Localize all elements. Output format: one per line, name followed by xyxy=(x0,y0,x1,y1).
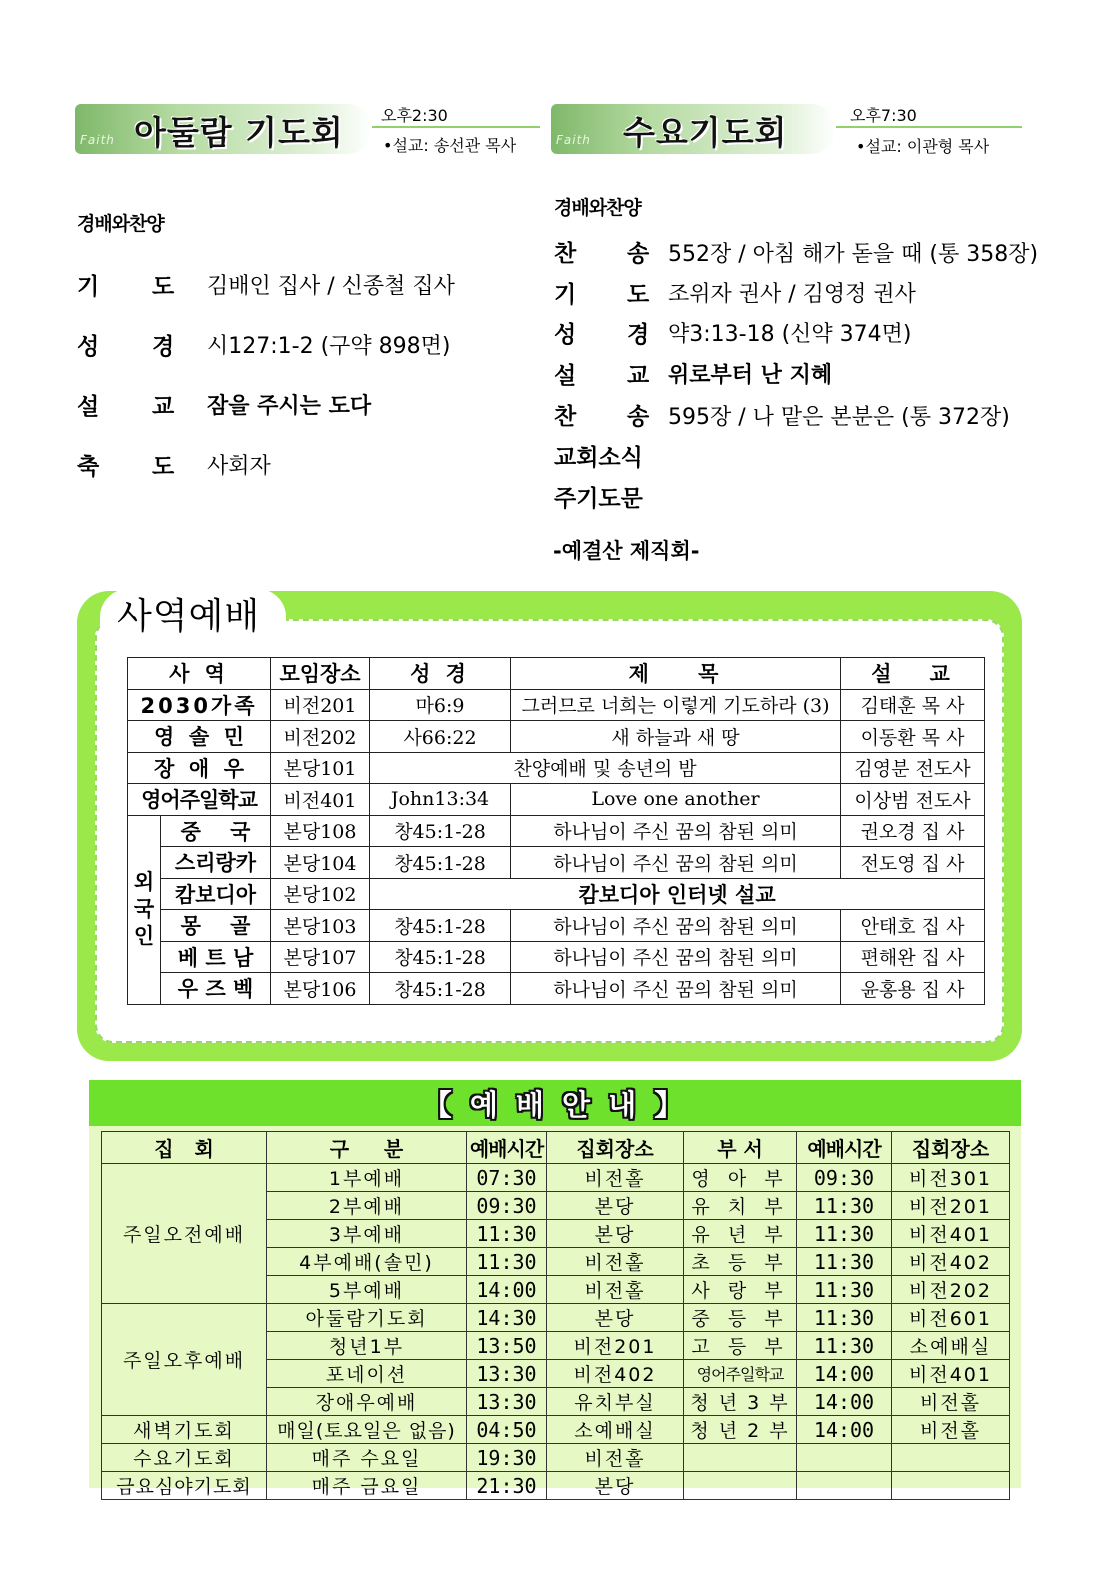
ministry-bible: 창45:1-28 xyxy=(370,815,511,847)
right-sermon-value: 위로부터 난 지혜 xyxy=(668,363,833,388)
guide-title: 【 예 배 안 내 】 xyxy=(422,1088,688,1122)
service-time: 14:00 xyxy=(467,1276,547,1304)
ministry-group: 2030가족 xyxy=(128,689,271,721)
empty-cell xyxy=(797,1472,892,1500)
service-time: 13:50 xyxy=(467,1332,547,1360)
right-worship-heading: 경배와찬양 xyxy=(554,197,641,219)
ministry-topic: 하나님이 주신 꿈의 참된 의미 xyxy=(511,910,841,942)
service-name: 1부예배 xyxy=(267,1164,467,1192)
right-hymn2-value: 595장 / 나 맡은 본분은 (통 372장) xyxy=(668,405,1010,430)
ministry-place: 본당106 xyxy=(271,973,370,1005)
service-time: 11:30 xyxy=(467,1220,547,1248)
dept-time: 11:30 xyxy=(797,1304,892,1332)
table-row xyxy=(102,1472,1010,1500)
dept-time: 11:30 xyxy=(797,1276,892,1304)
ministry-topic: 그러므로 너희는 이렇게 기도하라 (3) xyxy=(511,689,841,721)
table-row xyxy=(128,721,985,753)
service-name: 매일(토요일은 없음) xyxy=(267,1416,467,1444)
table-row xyxy=(102,1304,1010,1332)
empty-cell xyxy=(892,1472,1010,1500)
ministry-place: 비전401 xyxy=(271,784,370,816)
right-label-hymn2: 송 xyxy=(627,404,650,430)
adullam-time: 오후2:30 xyxy=(381,106,448,125)
service-place: 유치부실 xyxy=(547,1388,684,1416)
table-row xyxy=(128,878,985,910)
banner-decoration: Faith xyxy=(556,133,591,147)
dept-place: 비전홀 xyxy=(892,1416,1010,1444)
right-hymn-value: 552장 / 아침 해가 돋을 때 (통 358장) xyxy=(668,242,1039,267)
adullam-speaker: •설교: 송선관 목사 xyxy=(383,136,517,155)
service-group: 새벽기도회 xyxy=(102,1416,267,1444)
col-place: 집회장소 xyxy=(547,1132,684,1164)
dept-time: 14:00 xyxy=(797,1360,892,1388)
service-place: 본당 xyxy=(547,1220,684,1248)
table-row xyxy=(128,973,985,1005)
service-name: 장애우예배 xyxy=(267,1388,467,1416)
wednesday-speaker: •설교: 이관형 목사 xyxy=(856,137,990,156)
table-row xyxy=(102,1444,1010,1472)
service-place: 본당 xyxy=(547,1192,684,1220)
dept-name: 유 치 부 xyxy=(684,1192,797,1220)
ministry-group: 영 솔 민 xyxy=(128,721,271,753)
dept-place: 소예배실 xyxy=(892,1332,1010,1360)
ministry-group: 몽 골 xyxy=(161,910,271,942)
dept-time: 11:30 xyxy=(797,1192,892,1220)
service-place: 소예배실 xyxy=(547,1416,684,1444)
service-place: 비전201 xyxy=(547,1332,684,1360)
ministry-group: 스리랑카 xyxy=(161,847,271,879)
ministry-table xyxy=(127,657,985,1005)
dept-place: 비전201 xyxy=(892,1192,1010,1220)
ministry-place: 비전201 xyxy=(271,689,370,721)
header-divider xyxy=(372,126,540,128)
left-label-benediction: 축 xyxy=(77,454,100,480)
dept-name: 사 랑 부 xyxy=(684,1276,797,1304)
ministry-preacher: 전도영 집 사 xyxy=(841,847,985,879)
dept-place: 비전402 xyxy=(892,1248,1010,1276)
col-department: 부 서 xyxy=(684,1132,797,1164)
service-place: 비전402 xyxy=(547,1360,684,1388)
left-label-sermon: 설 xyxy=(77,394,100,420)
ministry-place: 본당102 xyxy=(271,878,370,910)
service-time: 19:30 xyxy=(467,1444,547,1472)
table-row xyxy=(128,689,985,721)
ministry-preacher: 김태훈 목 사 xyxy=(841,689,985,721)
ministry-bible: 창45:1-28 xyxy=(370,847,511,879)
left-label-sermon: 교 xyxy=(152,394,175,420)
col-time: 예배시간 xyxy=(467,1132,547,1164)
left-label-scripture: 성 xyxy=(77,334,100,360)
dept-place: 비전401 xyxy=(892,1360,1010,1388)
lords-prayer: 주기도문 xyxy=(554,486,643,512)
right-prayer-value: 조위자 권사 / 김영정 권사 xyxy=(668,282,916,307)
service-place: 비전홀 xyxy=(547,1276,684,1304)
right-label-scripture: 경 xyxy=(627,322,650,348)
dept-time: 09:30 xyxy=(797,1164,892,1192)
header-divider xyxy=(836,126,1022,128)
ministry-preacher: 이상범 전도사 xyxy=(841,784,985,816)
table-header-row xyxy=(128,658,985,690)
dept-name: 영 아 부 xyxy=(684,1164,797,1192)
service-name: 청년1부 xyxy=(267,1332,467,1360)
service-name: 2부예배 xyxy=(267,1192,467,1220)
service-name: 매주 수요일 xyxy=(267,1444,467,1472)
col-ministry: 사 역 xyxy=(128,658,271,690)
service-time: 21:30 xyxy=(467,1472,547,1500)
dept-time: 11:30 xyxy=(797,1248,892,1276)
dept-time: 11:30 xyxy=(797,1332,892,1360)
ministry-preacher: 김영분 전도사 xyxy=(841,752,985,784)
ministry-group: 영어주일학교 xyxy=(128,784,271,816)
col-category: 구 분 xyxy=(267,1132,467,1164)
service-name: 포네이션 xyxy=(267,1360,467,1388)
service-time: 14:30 xyxy=(467,1304,547,1332)
col-topic: 제 목 xyxy=(511,658,841,690)
ministry-bible: 사66:22 xyxy=(370,721,511,753)
col-dept-place: 집회장소 xyxy=(892,1132,1010,1164)
right-label-prayer: 기 xyxy=(554,282,577,308)
right-label-hymn: 송 xyxy=(627,241,650,267)
table-row xyxy=(128,752,985,784)
left-label-benediction: 도 xyxy=(152,454,175,480)
ministry-place: 본당108 xyxy=(271,815,370,847)
table-row xyxy=(128,910,985,942)
ministry-bible: 창45:1-28 xyxy=(370,973,511,1005)
wednesday-time: 오후7:30 xyxy=(850,106,917,125)
ministry-preacher: 권오경 집 사 xyxy=(841,815,985,847)
right-label-hymn: 찬 xyxy=(554,241,577,267)
service-time: 13:30 xyxy=(467,1388,547,1416)
col-bible: 성 경 xyxy=(370,658,511,690)
service-name: 매주 금요일 xyxy=(267,1472,467,1500)
left-scripture-value: 시127:1-2 (구약 898면) xyxy=(207,334,451,359)
ministry-preacher: 편해완 집 사 xyxy=(841,941,985,973)
col-gathering: 집 회 xyxy=(102,1132,267,1164)
right-label-hymn2: 찬 xyxy=(554,404,577,430)
ministry-group: 캄보디아 xyxy=(161,878,271,910)
dept-place: 비전202 xyxy=(892,1276,1010,1304)
dept-place: 비전홀 xyxy=(892,1388,1010,1416)
ministry-group: 우 즈 벡 xyxy=(161,973,271,1005)
ministry-place: 본당101 xyxy=(271,752,370,784)
dept-time: 14:00 xyxy=(797,1416,892,1444)
service-place: 비전홀 xyxy=(547,1164,684,1192)
service-name: 3부예배 xyxy=(267,1220,467,1248)
left-label-prayer: 기 xyxy=(77,274,100,300)
dept-name: 청 년 2 부 xyxy=(684,1416,797,1444)
dept-name: 중 등 부 xyxy=(684,1304,797,1332)
ministry-bible: 창45:1-28 xyxy=(370,941,511,973)
dept-time: 14:00 xyxy=(797,1388,892,1416)
left-sermon-value: 잠을 주시는 도다 xyxy=(207,394,372,419)
dept-name: 유 년 부 xyxy=(684,1220,797,1248)
dept-name: 청 년 3 부 xyxy=(684,1388,797,1416)
service-group: 주일오후예배 xyxy=(102,1304,267,1416)
right-label-sermon: 설 xyxy=(554,363,577,389)
ministry-bible: 창45:1-28 xyxy=(370,910,511,942)
foreigner-label: 외 국 인 xyxy=(128,815,161,1004)
service-name: 아둘람기도회 xyxy=(267,1304,467,1332)
service-name: 4부예배(솔민) xyxy=(267,1248,467,1276)
right-scripture-value: 약3:13-18 (신약 374면) xyxy=(668,322,912,347)
ministry-bible: John13:34 xyxy=(370,784,511,816)
ministry-group: 베 트 남 xyxy=(161,941,271,973)
left-worship-heading: 경배와찬양 xyxy=(77,213,164,235)
adullam-title: 아둘람 기도회 xyxy=(134,113,344,152)
right-label-sermon: 교 xyxy=(627,363,650,389)
wednesday-title: 수요기도회 xyxy=(623,113,788,152)
ministry-merged: 찬양예배 및 송년의 밤 xyxy=(370,752,841,784)
service-time: 04:50 xyxy=(467,1416,547,1444)
ministry-topic: 하나님이 주신 꿈의 참된 의미 xyxy=(511,815,841,847)
service-place: 본당 xyxy=(547,1304,684,1332)
service-place: 비전홀 xyxy=(547,1444,684,1472)
service-time: 09:30 xyxy=(467,1192,547,1220)
meeting-note: -예결산 제직회- xyxy=(553,539,700,563)
ministry-place: 본당103 xyxy=(271,910,370,942)
dept-time: 11:30 xyxy=(797,1220,892,1248)
ministry-place: 본당107 xyxy=(271,941,370,973)
ministry-place: 본당104 xyxy=(271,847,370,879)
table-row xyxy=(128,941,985,973)
empty-cell xyxy=(684,1444,797,1472)
ministry-merged: 캄보디아 인터넷 설교 xyxy=(370,878,985,910)
empty-cell xyxy=(797,1444,892,1472)
empty-cell xyxy=(892,1444,1010,1472)
col-place: 모임장소 xyxy=(271,658,370,690)
ministry-topic: 하나님이 주신 꿈의 참된 의미 xyxy=(511,973,841,1005)
left-label-scripture: 경 xyxy=(152,334,175,360)
service-place: 비전홀 xyxy=(547,1248,684,1276)
service-group: 금요심야기도회 xyxy=(102,1472,267,1500)
table-row xyxy=(128,847,985,879)
service-group: 수요기도회 xyxy=(102,1444,267,1472)
col-preacher: 설 교 xyxy=(841,658,985,690)
ministry-topic: 하나님이 주신 꿈의 참된 의미 xyxy=(511,847,841,879)
left-label-prayer: 도 xyxy=(152,274,175,300)
right-label-prayer: 도 xyxy=(627,282,650,308)
table-row xyxy=(128,784,985,816)
ministry-topic: 하나님이 주신 꿈의 참된 의미 xyxy=(511,941,841,973)
ministry-group: 장 애 우 xyxy=(128,752,271,784)
table-row xyxy=(102,1416,1010,1444)
ministry-group: 중 국 xyxy=(161,815,271,847)
left-prayer-value: 김배인 집사 / 신종철 집사 xyxy=(207,274,455,299)
ministry-topic: 새 하늘과 새 땅 xyxy=(511,721,841,753)
right-label-scripture: 성 xyxy=(554,322,577,348)
ministry-topic: Love one another xyxy=(511,784,841,816)
banner-decoration: Faith xyxy=(80,133,115,147)
ministry-title: 사역예배 xyxy=(117,596,261,637)
service-time: 07:30 xyxy=(467,1164,547,1192)
ministry-preacher: 안태호 집 사 xyxy=(841,910,985,942)
service-guide-table xyxy=(101,1131,1010,1500)
ministry-place: 비전202 xyxy=(271,721,370,753)
table-header-row xyxy=(102,1132,1010,1164)
service-time: 13:30 xyxy=(467,1360,547,1388)
service-group: 주일오전예배 xyxy=(102,1164,267,1304)
ministry-preacher: 윤홍용 집 사 xyxy=(841,973,985,1005)
dept-name: 초 등 부 xyxy=(684,1248,797,1276)
dept-place: 비전601 xyxy=(892,1304,1010,1332)
dept-name: 영어주일학교 xyxy=(684,1360,797,1388)
dept-place: 비전401 xyxy=(892,1220,1010,1248)
ministry-preacher: 이동환 목 사 xyxy=(841,721,985,753)
table-row xyxy=(102,1164,1010,1192)
church-news: 교회소식 xyxy=(554,445,643,471)
dept-name: 고 등 부 xyxy=(684,1332,797,1360)
table-row xyxy=(128,815,985,847)
left-benediction-value: 사회자 xyxy=(207,454,271,479)
service-place: 본당 xyxy=(547,1472,684,1500)
ministry-bible: 마6:9 xyxy=(370,689,511,721)
service-time: 11:30 xyxy=(467,1248,547,1276)
col-dept-time: 예배시간 xyxy=(797,1132,892,1164)
service-name: 5부예배 xyxy=(267,1276,467,1304)
empty-cell xyxy=(684,1472,797,1500)
dept-place: 비전301 xyxy=(892,1164,1010,1192)
